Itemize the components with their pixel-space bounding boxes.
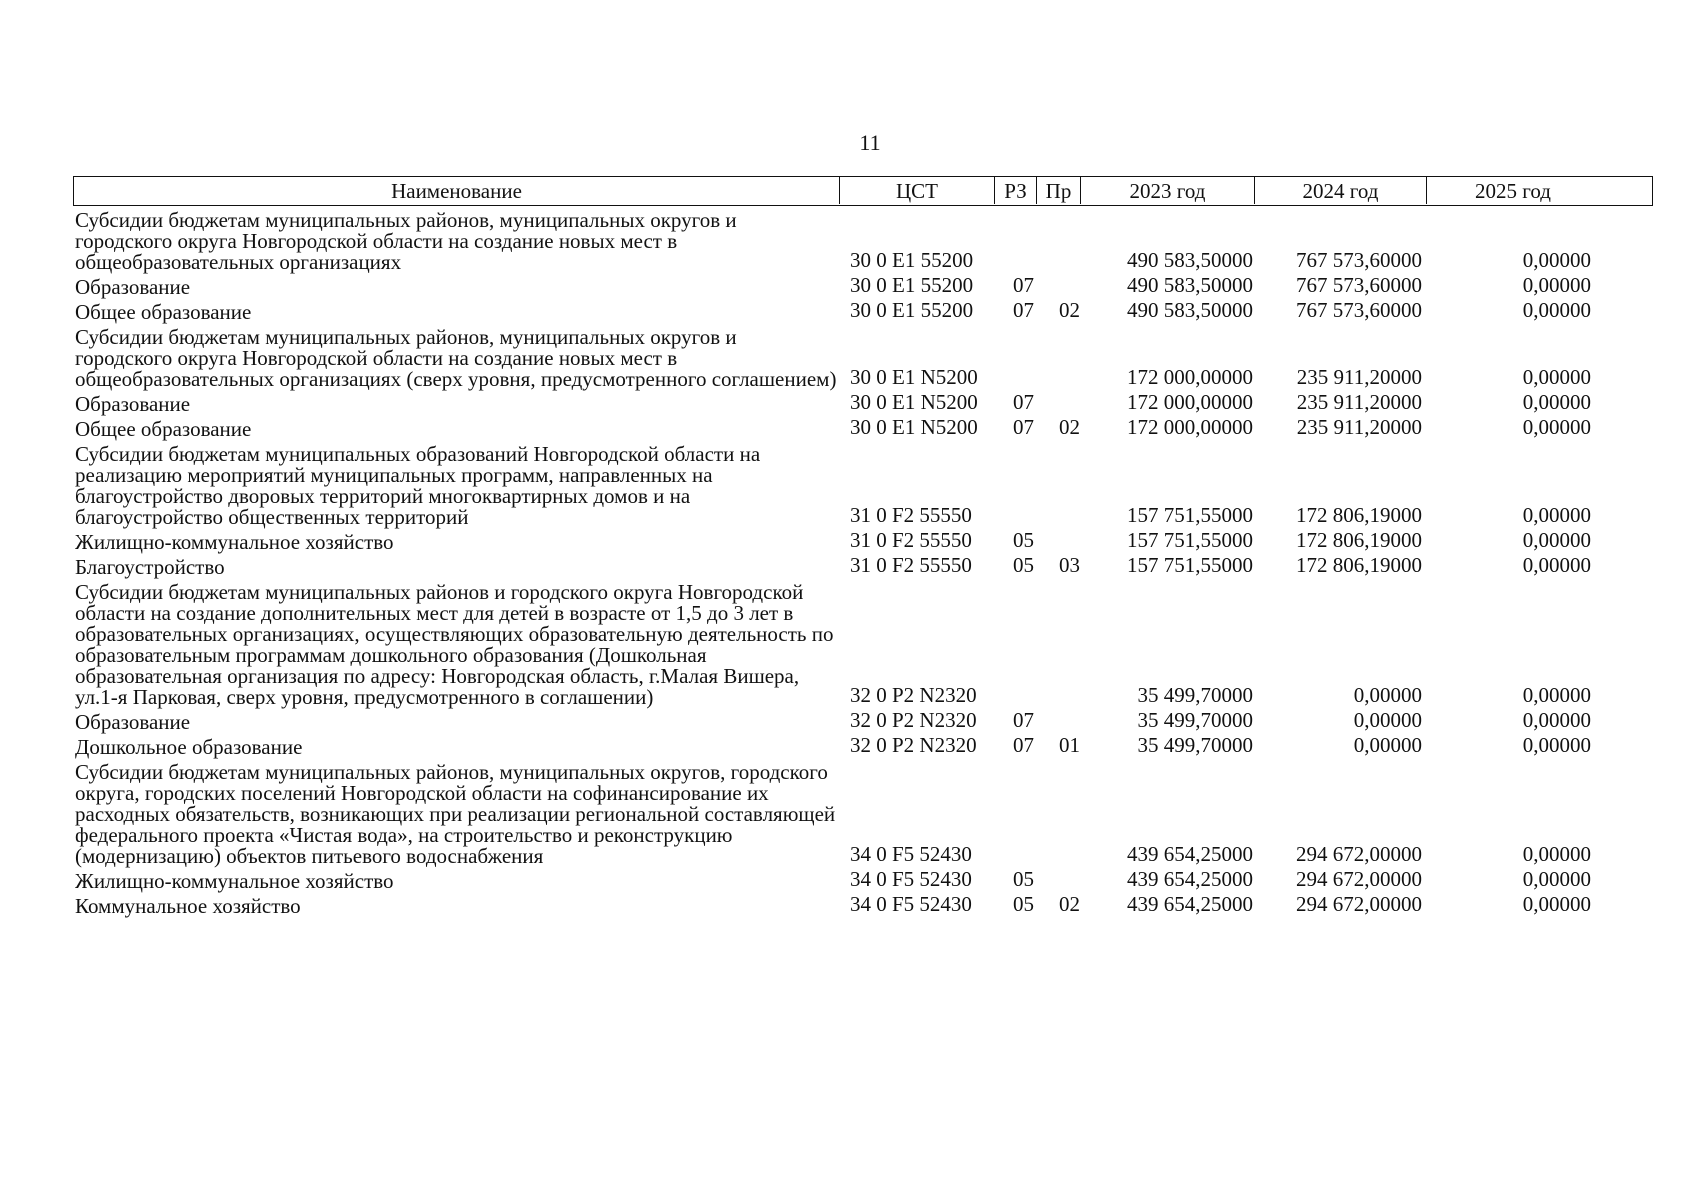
row-value-2024: 767 573,60000 bbox=[1296, 248, 1422, 272]
row-value-2023: 35 499,70000 bbox=[1137, 683, 1253, 707]
row-rz: 05 bbox=[1013, 892, 1034, 916]
row-value-2025: 0,00000 bbox=[1522, 248, 1591, 272]
header-2025: 2025 год bbox=[1426, 177, 1599, 204]
row-rz: 05 bbox=[1013, 553, 1034, 577]
table-row bbox=[73, 206, 1653, 273]
row-value-2023: 157 751,55000 bbox=[1127, 503, 1253, 527]
table-row bbox=[73, 553, 1653, 578]
row-value-2025: 0,00000 bbox=[1522, 503, 1591, 527]
row-cst: 31 0 F2 55550 bbox=[850, 528, 972, 552]
row-rz: 07 bbox=[1013, 273, 1034, 297]
row-value-2024: 294 672,00000 bbox=[1296, 842, 1422, 866]
row-value-2025: 0,00000 bbox=[1522, 683, 1591, 707]
row-name: Субсидии бюджетам муниципальных образований Новгородской области на реализацию мероприятий муниципальных программ, направленных на благоустройство дворовых территорий многоквартирных домов и на благоустройство общественных территорий bbox=[75, 442, 761, 529]
table-row bbox=[73, 323, 1653, 390]
table-row bbox=[73, 415, 1653, 440]
row-name: Общее образование bbox=[75, 417, 252, 441]
row-cst: 30 0 E1 N5200 bbox=[850, 365, 978, 389]
row-value-2023: 172 000,00000 bbox=[1127, 390, 1253, 414]
row-value-2024: 235 911,20000 bbox=[1296, 365, 1422, 389]
row-value-2023: 490 583,50000 bbox=[1127, 248, 1253, 272]
row-cst: 30 0 E1 55200 bbox=[850, 298, 974, 322]
row-value-2025: 0,00000 bbox=[1522, 528, 1591, 552]
row-value-2023: 439 654,25000 bbox=[1127, 867, 1253, 891]
row-value-2023: 172 000,00000 bbox=[1127, 415, 1253, 439]
row-name: Жилищно-коммунальное хозяйство bbox=[75, 530, 394, 554]
row-name: Общее образование bbox=[75, 300, 252, 324]
row-pr: 02 bbox=[1059, 298, 1080, 322]
row-name: Субсидии бюджетам муниципальных районов, муниципальных округов и городского округа Новгородской области на создание новых мест в общеобразовательных организациях (сверх уровня, предусмотренного соглашением) bbox=[75, 325, 837, 391]
row-name: Образование bbox=[75, 275, 191, 299]
table-row bbox=[73, 390, 1653, 415]
row-value-2023: 439 654,25000 bbox=[1127, 892, 1253, 916]
header-2024: 2024 год bbox=[1254, 177, 1426, 204]
row-value-2023: 490 583,50000 bbox=[1127, 273, 1253, 297]
row-cst: 30 0 E1 55200 bbox=[850, 273, 974, 297]
row-name: Жилищно-коммунальное хозяйство bbox=[75, 869, 394, 893]
table-row bbox=[73, 708, 1653, 733]
table-row bbox=[73, 578, 1653, 708]
row-value-2024: 0,00000 bbox=[1353, 708, 1422, 732]
header-2023: 2023 год bbox=[1080, 177, 1254, 204]
table-row bbox=[73, 758, 1653, 867]
row-value-2025: 0,00000 bbox=[1522, 390, 1591, 414]
row-name: Субсидии бюджетам муниципальных районов, муниципальных округов и городского округа Новгородской области на создание новых мест в общеобразовательных организациях bbox=[75, 208, 737, 274]
table-row bbox=[73, 867, 1653, 892]
row-name: Коммунальное хозяйство bbox=[75, 894, 301, 918]
row-value-2024: 172 806,19000 bbox=[1296, 553, 1422, 577]
row-value-2025: 0,00000 bbox=[1522, 892, 1591, 916]
row-cst: 31 0 F2 55550 bbox=[850, 553, 972, 577]
table-row bbox=[73, 298, 1653, 323]
table-row bbox=[73, 440, 1653, 528]
header-pr: Пр bbox=[1036, 177, 1080, 204]
row-value-2024: 0,00000 bbox=[1353, 683, 1422, 707]
row-value-2023: 490 583,50000 bbox=[1127, 298, 1253, 322]
row-cst: 32 0 P2 N2320 bbox=[850, 733, 977, 757]
row-cst: 34 0 F5 52430 bbox=[850, 842, 972, 866]
row-name: Дошкольное образование bbox=[75, 735, 303, 759]
row-value-2023: 172 000,00000 bbox=[1127, 365, 1253, 389]
row-value-2024: 235 911,20000 bbox=[1296, 415, 1422, 439]
row-pr: 03 bbox=[1059, 553, 1080, 577]
row-cst: 31 0 F2 55550 bbox=[850, 503, 972, 527]
row-value-2024: 235 911,20000 bbox=[1296, 390, 1422, 414]
row-value-2025: 0,00000 bbox=[1522, 553, 1591, 577]
row-cst: 32 0 P2 N2320 bbox=[850, 683, 977, 707]
row-rz: 05 bbox=[1013, 528, 1034, 552]
row-name: Субсидии бюджетам муниципальных районов и городского округа Новгородской области на создание дополнительных мест для детей в возрасте от 1,5 до 3 лет в образовательных организациях, осуществляющих образовательную деятельность по образовательным программам дошкольного образования (Дошкольная образовательная организация по адресу: Новгородская область, г.Малая Вишера, ул.1-я Парковая, сверх уровня, предусмотренного в соглашении) bbox=[75, 580, 834, 709]
row-value-2025: 0,00000 bbox=[1522, 842, 1591, 866]
table-row bbox=[73, 733, 1653, 758]
header-name: Наименование bbox=[391, 179, 522, 203]
row-cst: 30 0 E1 55200 bbox=[850, 248, 974, 272]
page-number: 11 bbox=[859, 130, 881, 155]
row-rz: 07 bbox=[1013, 415, 1034, 439]
table-body bbox=[73, 206, 1653, 917]
row-rz: 05 bbox=[1013, 867, 1034, 891]
row-name: Образование bbox=[75, 392, 191, 416]
row-value-2025: 0,00000 bbox=[1522, 415, 1591, 439]
budget-table bbox=[73, 176, 1653, 917]
row-value-2024: 294 672,00000 bbox=[1296, 867, 1422, 891]
row-value-2023: 35 499,70000 bbox=[1137, 708, 1253, 732]
row-value-2024: 0,00000 bbox=[1353, 733, 1422, 757]
table-row bbox=[73, 273, 1653, 298]
row-name: Субсидии бюджетам муниципальных районов, муниципальных округов, городского округа, городских поселений Новгородской области на софинансирование их расходных обязательств, возникающих при реализации региональной составляющей федерального проекта «Чистая вода», на строительство и реконструкцию (модернизацию) объектов питьевого водоснабжения bbox=[75, 760, 836, 868]
row-value-2025: 0,00000 bbox=[1522, 708, 1591, 732]
row-cst: 34 0 F5 52430 bbox=[850, 892, 972, 916]
row-name: Благоустройство bbox=[75, 555, 225, 579]
row-pr: 02 bbox=[1059, 892, 1080, 916]
row-pr: 02 bbox=[1059, 415, 1080, 439]
row-value-2025: 0,00000 bbox=[1522, 867, 1591, 891]
row-rz: 07 bbox=[1013, 298, 1034, 322]
row-value-2024: 294 672,00000 bbox=[1296, 892, 1422, 916]
row-value-2025: 0,00000 bbox=[1522, 733, 1591, 757]
row-name: Образование bbox=[75, 710, 191, 734]
row-value-2023: 35 499,70000 bbox=[1137, 733, 1253, 757]
row-value-2025: 0,00000 bbox=[1522, 365, 1591, 389]
header-cst: ЦСТ bbox=[839, 177, 994, 204]
row-cst: 32 0 P2 N2320 bbox=[850, 708, 977, 732]
row-value-2023: 439 654,25000 bbox=[1127, 842, 1253, 866]
row-value-2024: 767 573,60000 bbox=[1296, 273, 1422, 297]
row-rz: 07 bbox=[1013, 390, 1034, 414]
row-rz: 07 bbox=[1013, 733, 1034, 757]
row-cst: 34 0 F5 52430 bbox=[850, 867, 972, 891]
row-rz: 07 bbox=[1013, 708, 1034, 732]
row-value-2024: 172 806,19000 bbox=[1296, 503, 1422, 527]
table-header bbox=[73, 176, 1653, 206]
header-rz: РЗ bbox=[994, 177, 1036, 204]
table-row bbox=[73, 892, 1653, 917]
row-value-2024: 767 573,60000 bbox=[1296, 298, 1422, 322]
row-cst: 30 0 E1 N5200 bbox=[850, 415, 978, 439]
row-value-2023: 157 751,55000 bbox=[1127, 528, 1253, 552]
table-row bbox=[73, 528, 1653, 553]
row-cst: 30 0 E1 N5200 bbox=[850, 390, 978, 414]
row-pr: 01 bbox=[1059, 733, 1080, 757]
row-value-2025: 0,00000 bbox=[1522, 298, 1591, 322]
row-value-2024: 172 806,19000 bbox=[1296, 528, 1422, 552]
row-value-2025: 0,00000 bbox=[1522, 273, 1591, 297]
row-value-2023: 157 751,55000 bbox=[1127, 553, 1253, 577]
